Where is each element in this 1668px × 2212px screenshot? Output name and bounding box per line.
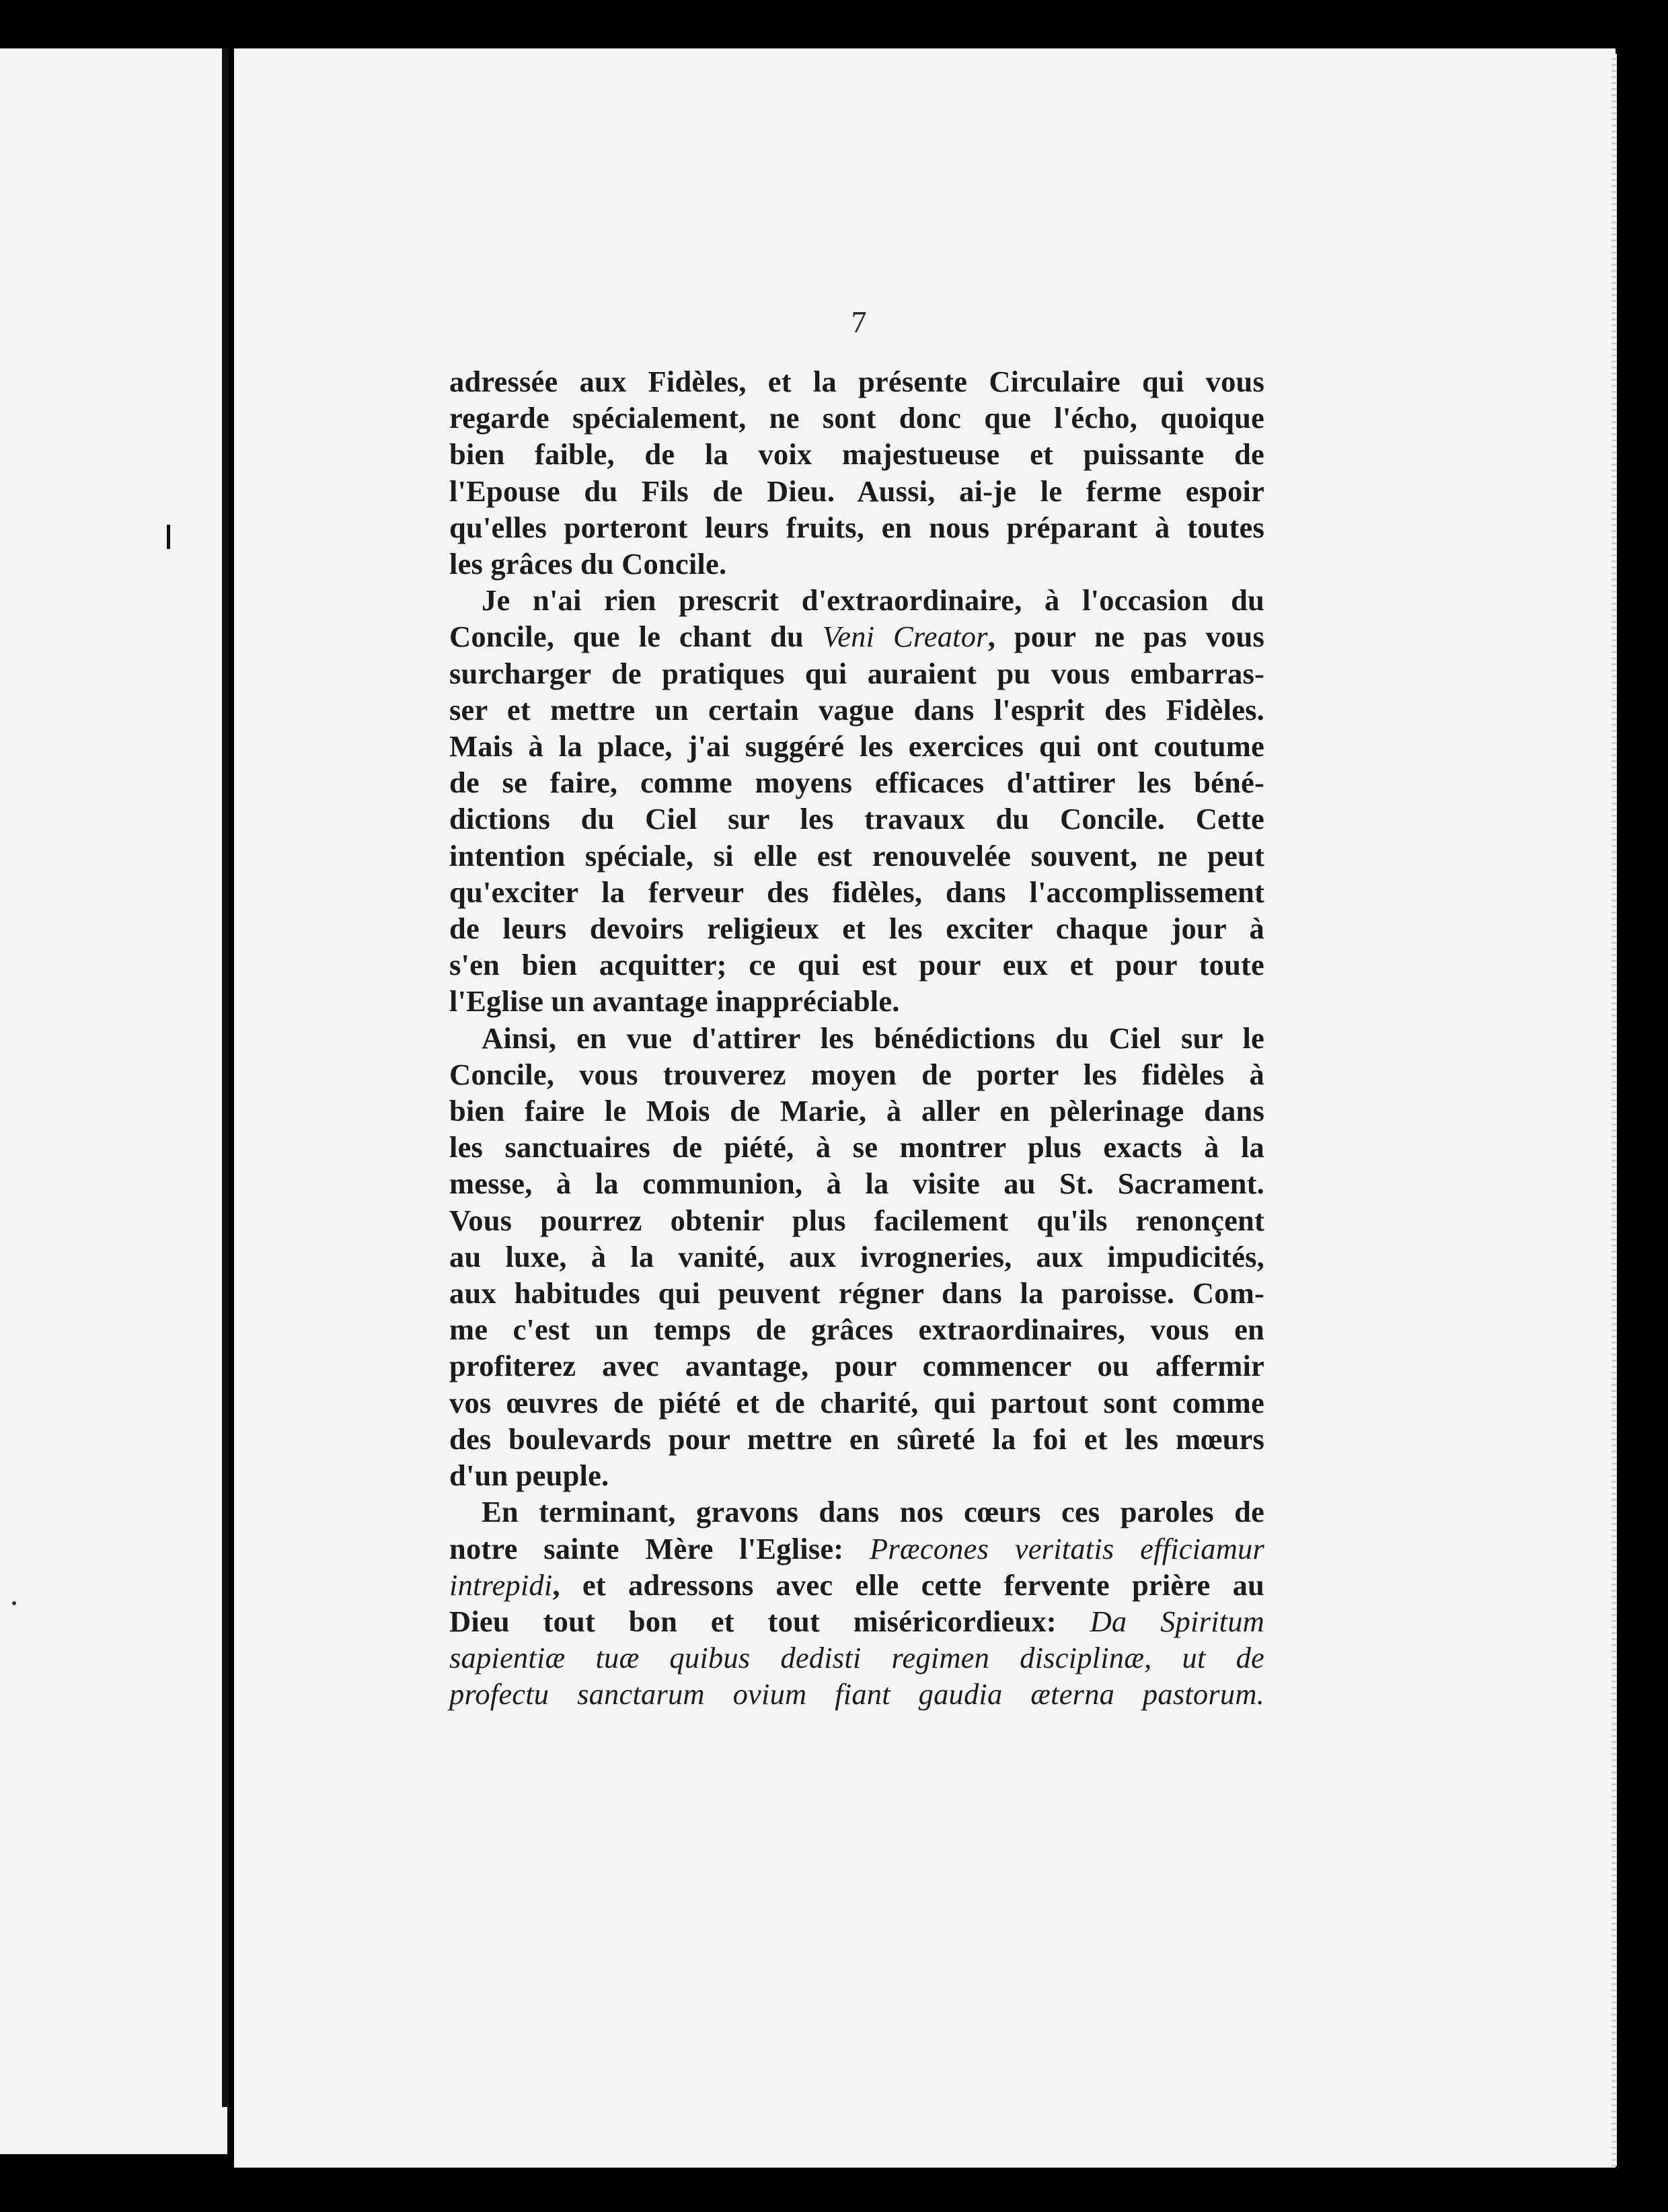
paragraph-2 bbox=[449, 582, 1264, 1019]
text-line: de leurs devoirs religieux et les exciter chaque jour à bbox=[449, 912, 1264, 946]
text-line: de se faire, comme moyens efficaces d'attirer les béné- bbox=[449, 766, 1264, 800]
text-line: des boulevards pour mettre en sûreté la foi et les mœurs bbox=[449, 1422, 1264, 1456]
text-line: l'Epouse du Fils de Dieu. Aussi, ai-je le ferme espoir bbox=[449, 474, 1264, 508]
text-line: ser et mettre un certain vague dans l'esprit des Fidèles. bbox=[449, 692, 1264, 727]
page-deckle-edge bbox=[1612, 54, 1617, 2166]
text-line: Mais à la place, j'ai suggéré les exercices qui ont coutume bbox=[449, 729, 1264, 764]
text-line: surcharger de pratiques qui auraient pu vous embarras- bbox=[449, 656, 1264, 690]
text-line: regarde spécialement, ne sont donc que l'écho, quoique bbox=[449, 401, 1264, 435]
facing-page-speck bbox=[12, 1601, 16, 1605]
text-line: vos œuvres de piété et de charité, qui partout sont comme bbox=[449, 1385, 1264, 1420]
paragraph-3 bbox=[449, 1020, 1264, 1494]
text-line: profiterez avec avantage, pour commencer ou affermir bbox=[449, 1349, 1264, 1383]
text-line: Concile, vous trouverez moyen de porter les fidèles à bbox=[449, 1057, 1264, 1091]
text-line: au luxe, à la vanité, aux ivrogneries, aux impudicités, bbox=[449, 1239, 1264, 1274]
text-line: l'Eglise un avantage inappréciable. bbox=[449, 984, 900, 1019]
text-line: Je n'ai rien prescrit d'extraordinaire, à l'occasion du bbox=[482, 583, 1264, 618]
text-line: bien faible, de la voix majestueuse et puissante de bbox=[449, 437, 1264, 472]
text-line: adressée aux Fidèles, et la présente Circulaire qui vous bbox=[449, 365, 1264, 398]
binding-gutter-rule bbox=[222, 48, 229, 2107]
text-line: me c'est un temps de grâces extraordinaires, vous en bbox=[449, 1313, 1264, 1347]
text-line: bien faire le Mois de Marie, à aller en pèlerinage dans bbox=[449, 1094, 1264, 1128]
body-text bbox=[449, 363, 1264, 1713]
text-line: profectu sanctarum ovium fiant gaudia æterna pastorum. bbox=[449, 1677, 1264, 1711]
text-line: Vous pourrez obtenir plus facilement qu'ils renonçent bbox=[449, 1203, 1264, 1237]
text-line: qu'exciter la ferveur des fidèles, dans l'accomplissement bbox=[449, 875, 1264, 909]
paragraph-4 bbox=[449, 1494, 1264, 1712]
text-line: qu'elles porteront leurs fruits, en nous préparant à toutes bbox=[449, 510, 1264, 544]
text-line: En terminant, gravons dans nos cœurs ces paroles de bbox=[482, 1495, 1264, 1529]
text-line: dictions du Ciel sur les travaux du Concile. Cette bbox=[449, 802, 1264, 836]
text-line: Ainsi, en vue d'attirer les bénédictions du Ciel sur le bbox=[482, 1021, 1264, 1055]
text-line: intention spéciale, si elle est renouvelée souvent, ne peut bbox=[449, 838, 1264, 873]
text-line: notre sainte Mère l'Eglise: Præcones veritatis efficiamur bbox=[449, 1531, 1265, 1565]
facing-page-margin bbox=[0, 48, 227, 2154]
text-line: sapientiæ tuæ quibus dedisti regimen disciplinæ, ut de bbox=[449, 1641, 1264, 1675]
text-line: aux habitudes qui peuvent régner dans la paroisse. Com- bbox=[449, 1276, 1264, 1311]
text-line: messe, à la communion, à la visite au St. Sacrament. bbox=[449, 1167, 1264, 1201]
text-line: Dieu tout bon et tout miséricordieux: Da Spiritum bbox=[449, 1604, 1264, 1638]
text-line: les grâces du Concile. bbox=[449, 547, 727, 581]
page-number: 7 bbox=[851, 305, 867, 339]
text-line: s'en bien acquitter; ce qui est pour eux et pour toute bbox=[449, 948, 1264, 982]
facing-page-tick bbox=[167, 525, 170, 549]
text-line: les sanctuaires de piété, à se montrer plus exacts à la bbox=[449, 1130, 1264, 1165]
paragraph-1 bbox=[449, 363, 1264, 582]
text-line: d'un peuple. bbox=[449, 1459, 609, 1493]
text-line: intrepidi, et adressons avec elle cette fervente prière au bbox=[449, 1568, 1264, 1602]
text-line: Concile, que le chant du Veni Creator, pour ne pas vous bbox=[449, 620, 1264, 654]
